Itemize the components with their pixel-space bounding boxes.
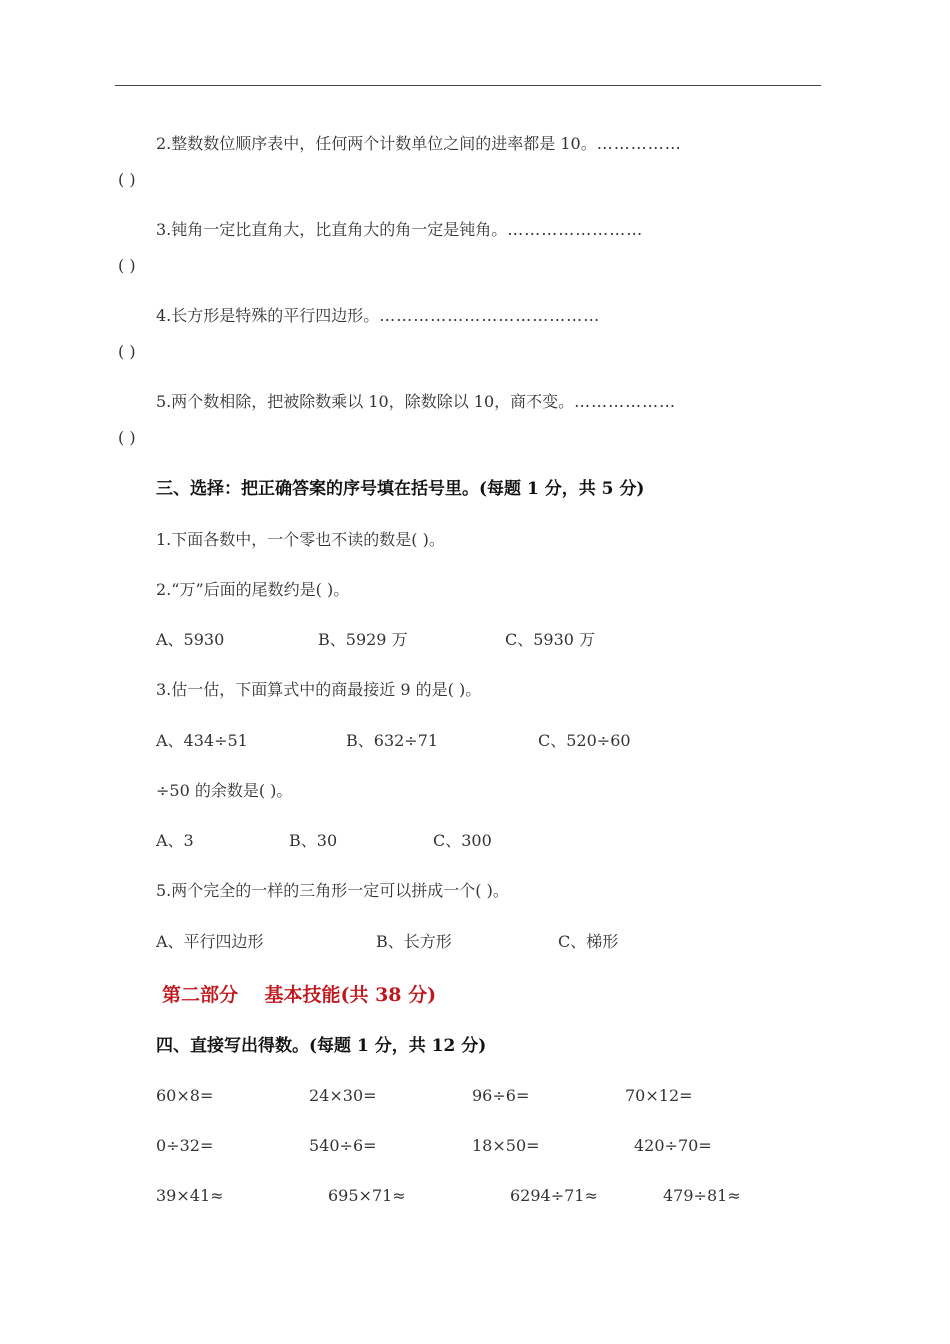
leader-dots: ………………	[574, 392, 677, 411]
judge-question-3: 3.钝角一定比直角大，比直角大的角一定是钝角。……………………	[156, 220, 644, 239]
choice-question-5: 5.两个完全的一样的三角形一定可以拼成一个( )。	[156, 881, 509, 900]
option-b: B、30	[289, 831, 338, 850]
calc-item: 695×71≈	[328, 1186, 406, 1205]
option-a: A、5930	[156, 630, 225, 649]
option-c: C、520÷60	[538, 731, 631, 750]
leader-dots: ……………………	[507, 220, 644, 239]
calc-item: 60×8=	[156, 1086, 214, 1105]
calc-item: 96÷6=	[472, 1086, 530, 1105]
header-rule	[115, 85, 821, 86]
option-a: A、434÷51	[156, 731, 248, 750]
part-two-title: 第二部分 基本技能(共 38 分)	[162, 984, 437, 1006]
answer-paren[interactable]: ( )	[118, 428, 136, 447]
calc-item: 70×12=	[625, 1086, 693, 1105]
judge-question-5: 5.两个数相除，把被除数乘以 10，除数除以 10，商不变。………………	[156, 392, 677, 411]
option-a: A、3	[156, 831, 194, 850]
choice-question-2: 2.“万”后面的尾数约是( )。	[156, 580, 350, 599]
option-b: B、长方形	[376, 932, 452, 951]
leader-dots: ……………	[596, 134, 682, 153]
section-title-choice: 三、选择：把正确答案的序号填在括号里。(每题 1 分，共 5 分)	[156, 479, 645, 499]
answer-paren[interactable]: ( )	[118, 342, 136, 361]
answer-paren[interactable]: ( )	[118, 256, 136, 275]
calc-item: 18×50=	[472, 1136, 540, 1155]
answer-paren[interactable]: ( )	[118, 170, 136, 189]
calc-item: 39×41≈	[156, 1186, 224, 1205]
calc-item: 24×30=	[309, 1086, 377, 1105]
judge-question-4: 4.长方形是特殊的平行四边形。…………………………………	[156, 306, 601, 325]
choice-question-4: ÷50 的余数是( )。	[156, 781, 293, 800]
calc-item: 420÷70=	[634, 1136, 712, 1155]
calc-item: 540÷6=	[309, 1136, 377, 1155]
section-title-mental-math: 四、直接写出得数。(每题 1 分，共 12 分)	[156, 1036, 487, 1056]
leader-dots: …………………………………	[379, 306, 601, 325]
option-b: B、632÷71	[346, 731, 439, 750]
option-b: B、5929 万	[318, 630, 408, 649]
calc-item: 0÷32=	[156, 1136, 214, 1155]
calc-item: 6294÷71≈	[510, 1186, 598, 1205]
choice-question-3: 3.估一估，下面算式中的商最接近 9 的是( )。	[156, 680, 482, 699]
option-a: A、平行四边形	[156, 932, 264, 951]
choice-question-1: 1.下面各数中，一个零也不读的数是( )。	[156, 530, 445, 549]
judge-question-2: 2.整数数位顺序表中，任何两个计数单位之间的进率都是 10。……………	[156, 134, 682, 153]
option-c: C、5930 万	[505, 630, 596, 649]
calc-item: 479÷81≈	[663, 1186, 741, 1205]
option-c: C、300	[433, 831, 492, 850]
option-c: C、梯形	[558, 932, 619, 951]
